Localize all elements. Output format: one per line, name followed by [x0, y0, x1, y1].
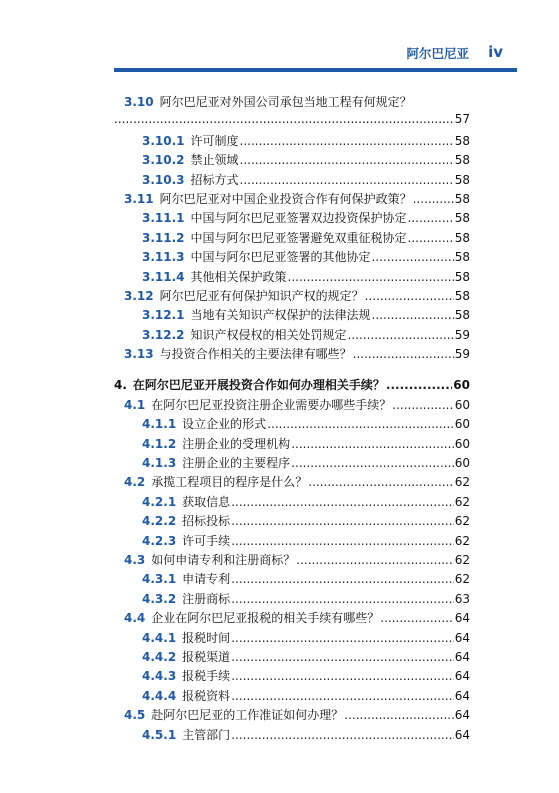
toc-entry-page: 62	[454, 475, 470, 490]
toc-entry-page: 58	[454, 308, 470, 323]
toc-entry-number: 4.5.1	[142, 727, 177, 742]
toc-entry-number: 4.1.1	[142, 417, 177, 432]
toc-entry-page: 58	[454, 250, 470, 265]
dot-leader	[408, 231, 454, 245]
dot-leader	[231, 728, 454, 742]
toc-entry-title: 阿尔巴尼亚对外国公司承包当地工程有何规定？	[159, 95, 412, 109]
toc-entry-title: 报税资料	[182, 688, 231, 703]
dot-leader	[288, 270, 454, 284]
toc-entry-title: 阿尔巴尼亚对中国企业投资合作有何保护政策？	[159, 191, 412, 206]
dot-leader	[231, 592, 454, 606]
toc-entry-title: 阿尔巴尼亚有何保护知识产权的规定？	[159, 288, 364, 303]
toc-entry-title: 注册企业的受理机构	[182, 436, 291, 451]
toc-entry[interactable]	[114, 473, 470, 492]
toc-entry-number: 3.11	[124, 191, 154, 206]
toc-entry[interactable]	[114, 287, 470, 306]
dot-leader	[231, 650, 454, 664]
toc-entry-title: 中国与阿尔巴尼亚签署双边投资保护协定	[190, 211, 407, 226]
toc-entry[interactable]	[114, 590, 470, 609]
toc-entry-title: 在阿尔巴尼亚开展投资合作如何办理相关手续？	[132, 378, 385, 393]
toc-entry-title: 注册企业的主要程序	[182, 456, 291, 471]
toc-entry-number: 4.2.1	[142, 494, 177, 509]
toc-entry-title: 设立企业的形式	[182, 417, 267, 432]
toc-entry[interactable]	[114, 609, 470, 628]
dot-leader	[386, 378, 452, 392]
toc-entry-title: 报税手续	[182, 669, 231, 684]
toc-entry-number: 3.11.1	[142, 211, 185, 226]
toc-entry-page: 58	[454, 230, 470, 245]
dot-leader	[114, 112, 455, 126]
dot-leader	[365, 289, 454, 303]
dot-leader	[344, 708, 453, 722]
toc-entry[interactable]	[114, 551, 470, 570]
toc-entry-number: 4.4.3	[142, 669, 177, 684]
dot-leader	[372, 250, 454, 264]
toc-entry-page: 59	[454, 347, 470, 362]
toc-entry-title: 在阿尔巴尼亚投资注册企业需要办哪些手续？	[151, 397, 392, 412]
toc-entry-title: 中国与阿尔巴尼亚签署的其他协定	[190, 250, 371, 265]
toc-entry[interactable]	[114, 629, 470, 648]
toc-entry[interactable]	[114, 648, 470, 667]
dot-leader	[231, 689, 454, 703]
toc-entry[interactable]	[114, 726, 470, 745]
dot-leader	[348, 328, 454, 342]
toc-entry-number: 4.4.1	[142, 630, 177, 645]
dot-leader	[296, 553, 453, 567]
toc-entry-page: 58	[454, 172, 470, 187]
toc-entry-number: 4.3.1	[142, 572, 177, 587]
toc-entry-page: 64	[454, 669, 470, 684]
toc-entry-number: 4.1.3	[142, 456, 177, 471]
toc-entry[interactable]	[114, 345, 470, 364]
toc-entry[interactable]	[114, 268, 470, 287]
toc-entry[interactable]	[114, 171, 470, 190]
toc-entry-number: 3.13	[124, 347, 154, 362]
toc-entry-title: 报税时间	[182, 630, 231, 645]
toc-entry-number: 3.11.3	[142, 250, 185, 265]
table-of-contents	[114, 93, 470, 745]
toc-entry-number: 4.4.4	[142, 688, 177, 703]
dot-leader	[240, 153, 454, 167]
toc-entry-number: 3.10.1	[142, 133, 185, 148]
toc-entry-page: 58	[454, 191, 470, 206]
toc-entry-number: 3.12	[124, 288, 154, 303]
dot-leader	[372, 308, 454, 322]
toc-entry[interactable]	[114, 706, 470, 725]
toc-entry-title: 知识产权侵权的相关处罚规定	[190, 327, 347, 342]
toc-entry-title: 许可手续	[182, 533, 231, 548]
toc-entry-number: 3.11.2	[142, 230, 185, 245]
toc-entry-page: 57	[454, 112, 470, 127]
toc-entry[interactable]	[114, 229, 470, 248]
toc-entry-number: 4.1.2	[142, 436, 177, 451]
dot-leader	[240, 134, 454, 148]
toc-entry-title: 中国与阿尔巴尼亚签署避免双重征税协定	[190, 230, 407, 245]
toc-entry-number: 3.11.4	[142, 269, 185, 284]
dot-leader	[392, 398, 453, 412]
dot-leader	[380, 611, 453, 625]
toc-entry-title: 其他相关保护政策	[190, 269, 287, 284]
toc-entry-number: 4.4.2	[142, 649, 177, 664]
toc-entry-title: 获取信息	[182, 494, 231, 509]
toc-entry[interactable]	[114, 435, 470, 454]
toc-entry-page: 62	[454, 572, 470, 587]
toc-entry-title: 许可制度	[190, 133, 239, 148]
toc-entry[interactable]	[114, 190, 470, 209]
toc-entry-page: 62	[454, 533, 470, 548]
toc-entry-page: 60	[454, 417, 470, 432]
toc-entry-number: 3.10	[124, 95, 154, 109]
toc-entry-leader-line	[114, 112, 470, 131]
toc-entry-title: 报税渠道	[182, 649, 231, 664]
dot-leader	[240, 173, 454, 187]
toc-entry-page: 63	[454, 591, 470, 606]
toc-entry-title: 与投资合作相关的主要法律有哪些？	[159, 347, 352, 362]
header-title: 阿尔巴尼亚	[406, 46, 469, 61]
toc-entry-title: 当地有关知识产权保护的法律法规	[190, 308, 371, 323]
toc-entry[interactable]	[114, 209, 470, 228]
dot-leader	[231, 534, 454, 548]
toc-entry[interactable]	[114, 415, 470, 434]
toc-entry-number: 4.5	[124, 708, 146, 723]
toc-entry-number: 3.10.2	[142, 153, 185, 168]
toc-entry[interactable]	[114, 667, 470, 686]
toc-entry-number: 3.12.2	[142, 327, 185, 342]
toc-entry-page: 60	[454, 436, 470, 451]
toc-entry[interactable]	[114, 93, 470, 112]
toc-entry-page: 62	[454, 514, 470, 529]
toc-entry-number: 3.12.1	[142, 308, 185, 323]
toc-entry[interactable]	[114, 512, 470, 531]
toc-entry-title: 申请专利	[182, 572, 231, 587]
dot-leader	[413, 192, 454, 206]
toc-entry[interactable]	[114, 493, 470, 512]
toc-entry[interactable]	[114, 248, 470, 267]
dot-leader	[231, 631, 454, 645]
toc-entry-number: 4.1	[124, 397, 146, 412]
toc-entry-page: 58	[454, 288, 470, 303]
toc-entry-page: 64	[454, 727, 470, 742]
toc-entry[interactable]	[114, 532, 470, 551]
dot-leader	[231, 495, 454, 509]
dot-leader	[231, 669, 454, 683]
toc-entry-page: 58	[454, 211, 470, 226]
toc-entry-number: 4.3	[124, 552, 146, 567]
toc-entry-page: 58	[454, 153, 470, 168]
toc-entry-title: 注册商标	[182, 591, 231, 606]
toc-entry-title: 承揽工程项目的程序是什么？	[151, 475, 308, 490]
toc-entry-number: 4.4	[124, 611, 146, 626]
toc-entry-page: 64	[454, 649, 470, 664]
toc-entry-number: 3.10.3	[142, 172, 185, 187]
toc-entry-number: 4.2.2	[142, 514, 177, 529]
dot-leader	[408, 211, 454, 225]
toc-entry[interactable]	[114, 396, 470, 415]
toc-entry[interactable]	[114, 151, 470, 170]
dot-leader	[267, 417, 454, 431]
toc-entry[interactable]	[114, 570, 470, 589]
toc-entry-page: 62	[454, 494, 470, 509]
toc-entry[interactable]	[114, 687, 470, 706]
toc-entry-title: 主管部门	[182, 727, 231, 742]
toc-entry-title: 赴阿尔巴尼亚的工作准证如何办理？	[151, 708, 344, 723]
toc-entry-page: 59	[454, 327, 470, 342]
toc-entry-number: 4.2.3	[142, 533, 177, 548]
toc-entry-page: 64	[454, 611, 470, 626]
toc-entry-page: 64	[454, 630, 470, 645]
toc-entry-page: 64	[454, 708, 470, 723]
toc-entry-number: 4.2	[124, 475, 146, 490]
toc-entry[interactable]	[114, 376, 470, 395]
toc-entry[interactable]	[114, 306, 470, 325]
toc-entry-page: 60	[454, 456, 470, 471]
toc-entry-page: 60	[453, 378, 470, 393]
toc-entry-title: 招标投标	[182, 514, 231, 529]
dot-leader	[291, 456, 454, 470]
dot-leader	[291, 437, 454, 451]
toc-entry-title: 企业在阿尔巴尼亚报税的相关手续有哪些？	[151, 611, 380, 626]
toc-entry-page: 62	[454, 552, 470, 567]
toc-entry-page: 58	[454, 133, 470, 148]
header-rule	[114, 68, 517, 72]
toc-entry-page: 64	[454, 688, 470, 703]
dot-leader	[353, 347, 454, 361]
toc-entry-number: 4.	[114, 378, 127, 393]
toc-entry-page: 58	[454, 269, 470, 284]
dot-leader	[308, 475, 453, 489]
page-number: iv	[488, 43, 503, 61]
toc-entry[interactable]	[114, 326, 470, 345]
toc-entry[interactable]	[114, 454, 470, 473]
toc-entry-number: 4.3.2	[142, 591, 177, 606]
toc-entry-title: 招标方式	[190, 172, 239, 187]
dot-leader	[231, 514, 454, 528]
toc-entry-title: 禁止领域	[190, 153, 239, 168]
toc-entry[interactable]	[114, 132, 470, 151]
toc-entry-page: 60	[454, 397, 470, 412]
dot-leader	[231, 572, 454, 586]
toc-entry-title: 如何申请专利和注册商标？	[151, 552, 296, 567]
